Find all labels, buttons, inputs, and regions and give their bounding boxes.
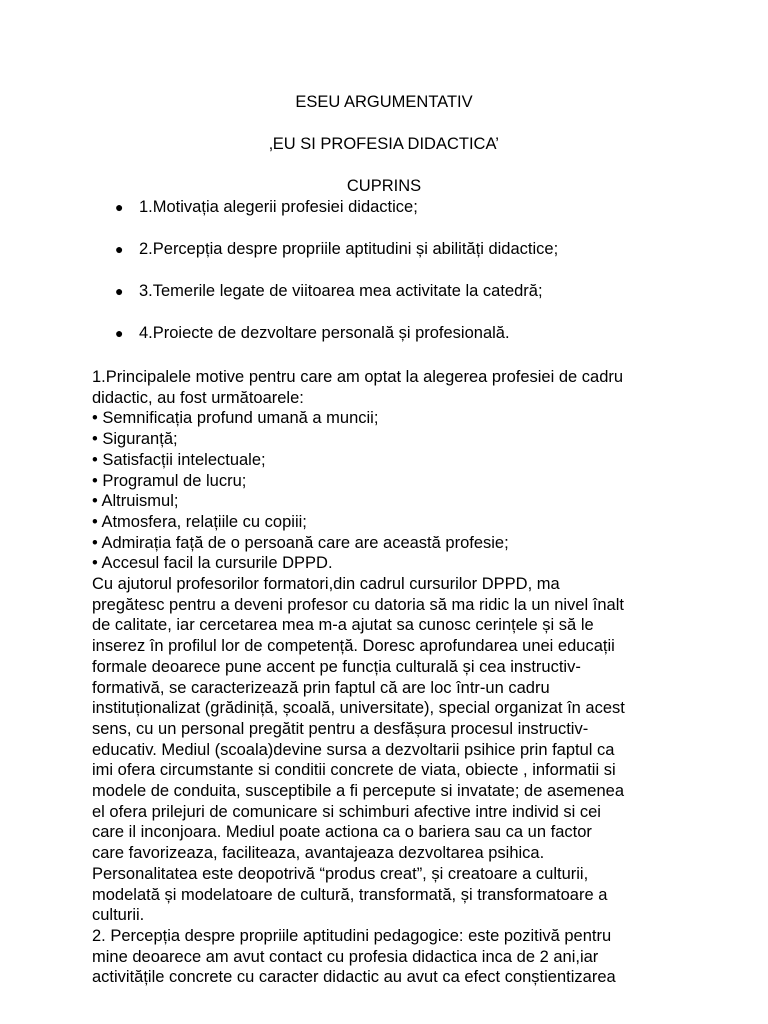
list-item: • Accesul facil la cursurile DPPD. — [92, 554, 333, 573]
text-line: care il inconjoara. Mediul poate actiona ca o bariera sau ca un factor — [92, 823, 592, 842]
text-line: 1.Principalele motive pentru care am optat la alegerea profesiei de cadru — [92, 368, 624, 386]
toc-item-label: 1.Motivația alegerii profesiei didactice; — [139, 198, 418, 216]
document-subtitle: ‚EU SI PROFESIA DIDACTICA’ — [269, 135, 499, 153]
toc-item-label: 4.Proiecte de dezvoltare personală și profesională. — [139, 324, 510, 342]
document-title: ESEU ARGUMENTATIV — [295, 93, 473, 111]
list-item: • Programul de lucru; — [92, 471, 247, 490]
toc-item — [115, 281, 543, 301]
text-line: modele de conduita, susceptibile a fi percepute si invatate; de asemenea — [92, 782, 625, 801]
list-item: • Admirația față de o persoană care are această profesie; — [92, 533, 509, 552]
text-line: 2. Percepția despre propriile aptitudini pedagogice: este pozitivă pentru — [92, 926, 612, 945]
list-item: • Altruismul; — [92, 492, 179, 511]
text-line: culturii. — [92, 906, 145, 925]
text-line: Cu ajutorul profesorilor formatori,din cadrul cursurilor DPPD, ma — [92, 575, 560, 594]
list-item: • Atmosfera, relațiile cu copiii; — [92, 512, 307, 531]
bullet-icon: ● — [115, 241, 124, 257]
text-line: educativ. Mediul (scoala)devine sursa a dezvoltarii psihice prin faptul ca — [92, 740, 615, 759]
bullet-icon: ● — [115, 325, 124, 341]
text-line: formale deoarece pune accent pe funcția culturală și cea instructiv- — [92, 657, 581, 676]
text-line: didactic, au fost următoarele: — [92, 388, 304, 407]
bullet-icon: ● — [115, 283, 124, 299]
text-line: inserez în profilul lor de competență. Doresc aprofundarea unei educații — [92, 637, 615, 656]
text-line: el ofera prilejuri de comunicare si schimburi afective intre individ si cei — [92, 802, 601, 821]
document-body — [92, 367, 692, 988]
toc-item-label: 2.Percepția despre propriile aptitudini și abilități didactice; — [139, 240, 559, 258]
toc-item — [115, 323, 510, 343]
text-line: mine deoarece am avut contact cu profesia didactica inca de 2 ani,iar — [92, 947, 599, 966]
text-line: care favorizeaza, faciliteaza, avantajeaza dezvoltarea psihica. — [92, 844, 545, 863]
toc-item-label: 3.Temerile legate de viitoarea mea activitate la catedră; — [139, 282, 543, 300]
text-line: formativă, se caracterizează prin faptul că are loc într-un cadru — [92, 678, 550, 697]
list-item: • Siguranță; — [92, 430, 178, 449]
text-line: modelată și modelatoare de cultură, transformată, și transformatoare a — [92, 885, 608, 904]
toc-item — [115, 239, 559, 259]
text-line: Personalitatea este deopotrivă “produs creat”, și creatoare a culturii, — [92, 864, 589, 883]
text-line: imi ofera circumstante si conditii concrete de viata, obiecte , informatii si — [92, 761, 616, 780]
text-line: pregătesc pentru a deveni profesor cu datoria să ma ridic la un nivel înalt — [92, 595, 624, 614]
toc-heading: CUPRINS — [346, 177, 422, 195]
text-line: de calitate, iar cercetarea mea m-a ajutat sa cunosc cerințele și să le — [92, 616, 594, 635]
text-line: instituționalizat (grădiniță, școală, universitate), special organizat în acest — [92, 699, 625, 718]
list-item: • Satisfacții intelectuale; — [92, 450, 266, 469]
list-item: • Semnificația profund umană a muncii; — [92, 409, 379, 428]
bullet-icon: ● — [115, 199, 124, 215]
text-line: sens, cu un personal pregătit pentru a desfășura procesul instructiv- — [92, 719, 589, 738]
text-line: activitățile concrete cu caracter didactic au avut ca efect conștientizarea — [92, 968, 616, 987]
toc-item — [115, 197, 418, 217]
